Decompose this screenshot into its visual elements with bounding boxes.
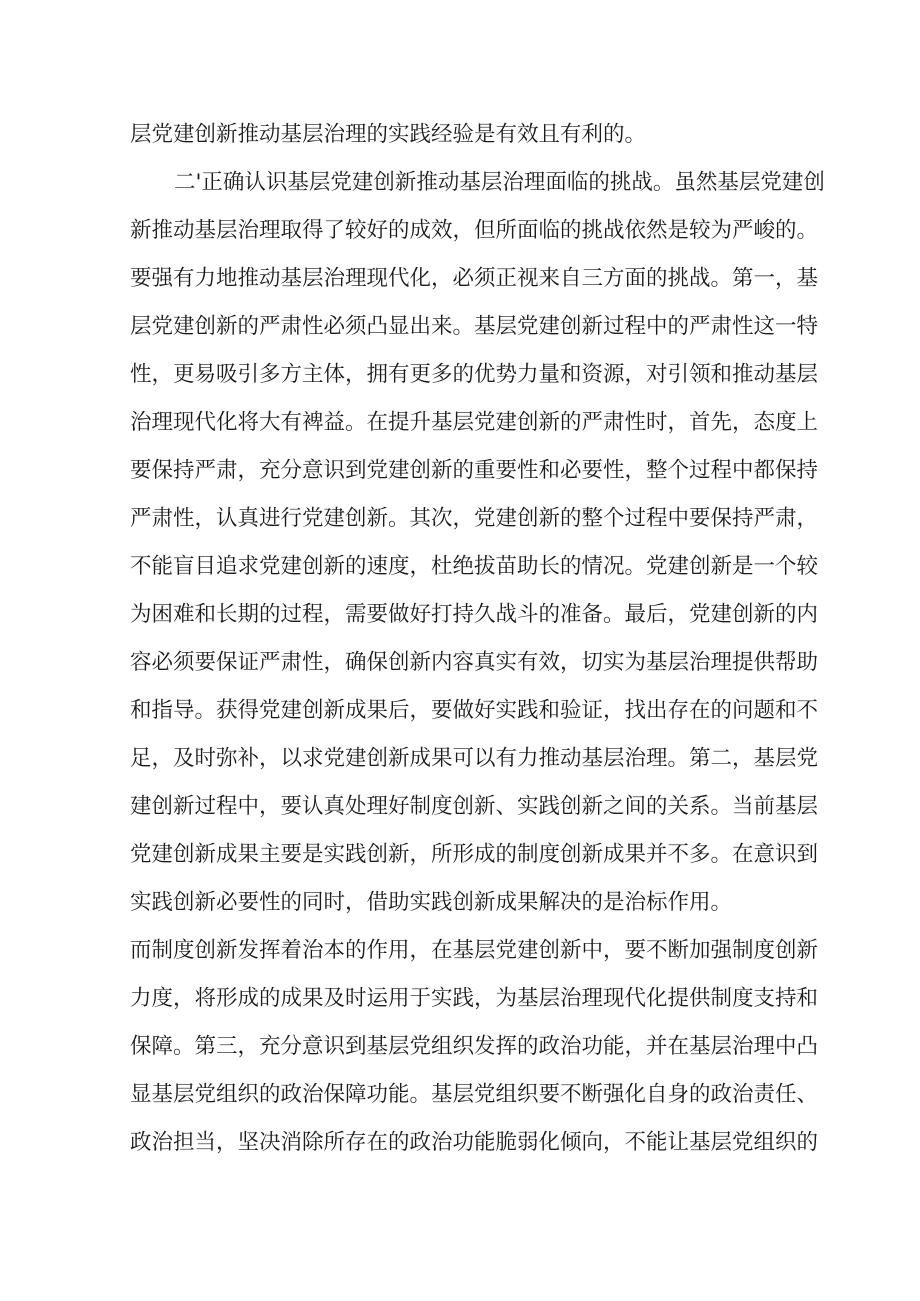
text-line-4: 要强有力地推动基层治理现代化，必须正视来自三方面的挑战。第一，基 — [130, 266, 819, 291]
text-line-1: 层党建创新推动基层治理的实践经验是有效且有利的。 — [130, 122, 647, 147]
text-line-17: 实践创新必要性的同时，借助实践创新成果解决的是治标作用。 — [130, 890, 733, 915]
text-line-12: 容必须要保证严肃性，确保创新内容真实有效，切实为基层治理提供帮助 — [130, 650, 819, 675]
text-line-8: 要保持严肃，充分意识到党建创新的重要性和必要性，整个过程中都保持 — [130, 458, 819, 483]
text-line-10: 不能盲目追求党建创新的速度，杜绝拔苗助长的情况。党建创新是一个较 — [130, 554, 819, 579]
text-line-9: 严肃性，认真进行党建创新。其次，党建创新的整个过程中要保持严肃， — [130, 506, 819, 531]
text-line-11: 为困难和长期的过程，需要做好打持久战斗的准备。最后，党建创新的内 — [130, 602, 819, 627]
text-line-3: 新推动基层治理取得了较好的成效，但所面临的挑战依然是较为严峻的。 — [130, 218, 819, 243]
text-line-21: 显基层党组织的政治保障功能。基层党组织要不断强化自身的政治责任、 — [130, 1082, 819, 1107]
text-line-15: 建创新过程中，要认真处理好制度创新、实践创新之间的关系。当前基层 — [130, 794, 819, 819]
text-line-7: 治理现代化将大有裨益。在提升基层党建创新的严肃性时，首先，态度上 — [130, 410, 819, 435]
text-line-14: 足，及时弥补，以求党建创新成果可以有力推动基层治理。第二，基层党 — [130, 746, 819, 771]
text-line-18: 而制度创新发挥着治本的作用，在基层党建创新中，要不断加强制度创新 — [130, 938, 819, 963]
text-line-2: 二'正确认识基层党建创新推动基层治理面临的挑战。虽然基层党建创 — [174, 170, 825, 195]
text-line-5: 层党建创新的严肃性必须凸显出来。基层党建创新过程中的严肃性这一特 — [130, 314, 819, 339]
text-line-16: 党建创新成果主要是实践创新，所形成的制度创新成果并不多。在意识到 — [130, 842, 819, 867]
text-line-6: 性，更易吸引多方主体，拥有更多的优势力量和资源，对引领和推动基层 — [130, 362, 819, 387]
text-line-19: 力度，将形成的成果及时运用于实践，为基层治理现代化提供制度支持和 — [130, 986, 819, 1011]
text-line-22: 政治担当，坚决消除所存在的政治功能脆弱化倾向，不能让基层党组织的 — [130, 1130, 819, 1155]
text-line-13: 和指导。获得党建创新成果后，要做好实践和验证，找出存在的问题和不 — [130, 698, 819, 723]
text-line-20: 保障。第三，充分意识到基层党组织发挥的政治功能，并在基层治理中凸 — [130, 1034, 819, 1059]
